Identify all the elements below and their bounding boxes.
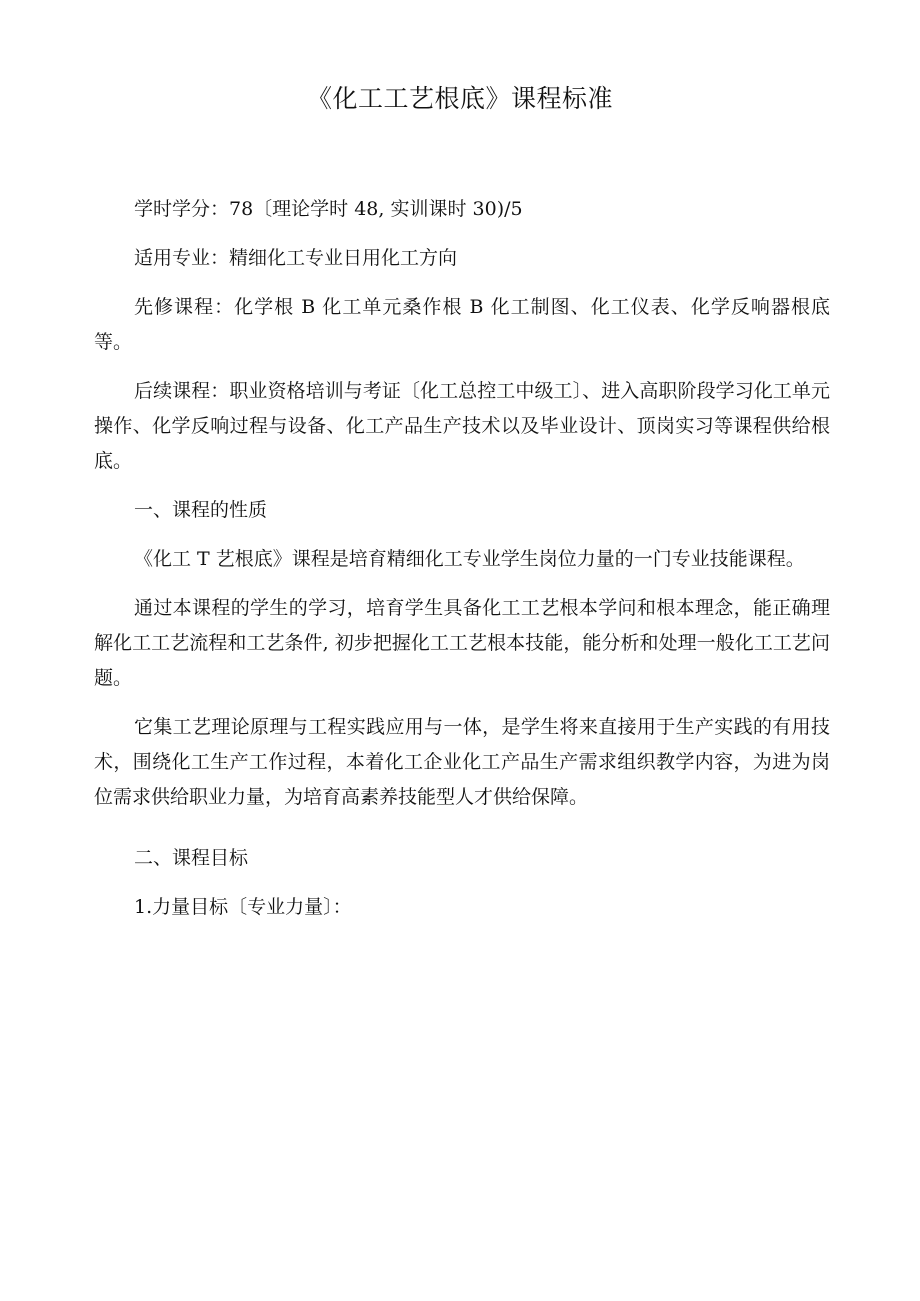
prerequisite-courses-paragraph: 先修课程：化学根 B 化工单元桑作根 B 化工制图、化工仪表、化学反响器根底等。 xyxy=(94,296,830,353)
course-nature-paragraph: 它集工艺理论原理与工程实践应用与一体，是学生将来直接用于生产实践的有用技术，围绕化工生产工作过程，本着化工企业化工产品生产需求组织教学内容，为进为岗位需求供给职业力量，为培育高素养技能型人才供给保障。 xyxy=(94,716,830,808)
document-title: 《化工工艺根底》课程标准 xyxy=(306,84,613,113)
course-nature-paragraph: 通过本课程的学生的学习，培育学生具备化工工艺根本学问和根本理念，能正确理解化工工艺流程和工艺条件, 初步把握化工工艺根本技能，能分析和处理一般化工工艺问题。 xyxy=(94,597,830,689)
section-heading-course-objectives: 二、课程目标 xyxy=(134,847,249,869)
applicable-majors-line: 适用专业：精细化工专业日用化工方向 xyxy=(134,247,458,269)
section-heading-course-nature: 一、课程的性质 xyxy=(134,499,268,521)
subheading-ability-objectives: 1.力量目标〔专业力量〕： xyxy=(134,896,352,918)
hours-credits-line: 学时学分：78〔理论学时 48, 实训课时 30)/5 xyxy=(134,198,523,220)
document-body xyxy=(94,192,830,939)
follow-up-courses-paragraph: 后续课程：职业资格培训与考证〔化工总控工中级工〕、进入高职阶段学习化工单元操作、化学反响过程与设备、化工产品生产技术以及毕业设计、顶岗实习等课程供给根底。 xyxy=(94,380,830,472)
course-nature-paragraph: 《化工 T 艺根底》课程是培育精细化工专业学生岗位力量的一门专业技能课程。 xyxy=(134,548,805,570)
